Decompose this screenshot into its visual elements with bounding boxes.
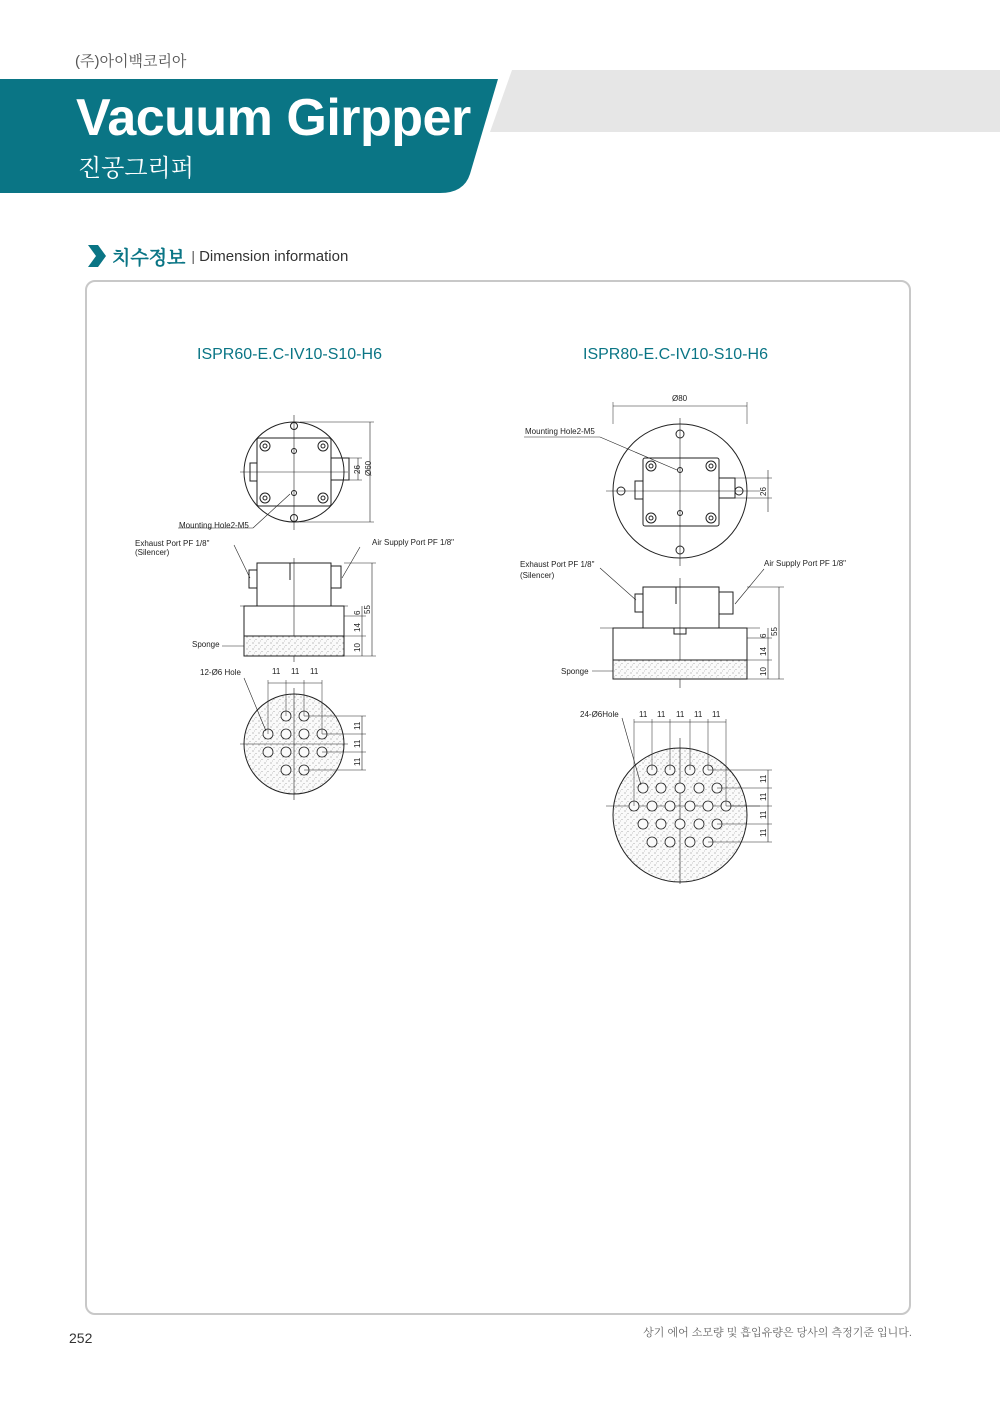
left-bottom-view (240, 678, 366, 800)
left-dim-10: 10 (353, 643, 362, 652)
section-title-en: Dimension information (199, 247, 349, 265)
right-hole-label: 24-Ø6Hole (580, 710, 619, 719)
left-dim-14: 14 (353, 623, 362, 632)
right-air-label: Air Supply Port PF 1/8" (764, 559, 846, 568)
right-bottom-view (606, 718, 772, 884)
right-dim-10: 10 (759, 667, 768, 676)
left-sponge-label: Sponge (192, 640, 220, 649)
page-subtitle: 진공그리퍼 (78, 155, 194, 182)
left-hole-label: 12-Ø6 Hole (200, 668, 241, 677)
left-drawing (178, 415, 376, 800)
right-pitch-label: 11 (676, 710, 685, 719)
footnote: 상기 에어 소모량 및 흡입유량은 당사의 측정기준 입니다. (643, 1327, 912, 1339)
left-pitch-v: 11 (353, 739, 362, 748)
right-pitch-label: 11 (639, 710, 648, 719)
right-drawing (524, 402, 784, 884)
company-name: (주)아이백코리아 (75, 53, 187, 70)
left-pitch-v: 11 (353, 757, 362, 766)
right-dim-14: 14 (759, 647, 768, 656)
left-dim-dia: Ø60 (364, 460, 373, 476)
right-pitch-label: 11 (657, 710, 666, 719)
right-dim-6: 6 (759, 633, 768, 638)
right-pitch-v: 11 (759, 792, 768, 801)
left-mounting-label: Mounting Hole2-M5 (179, 521, 249, 530)
left-pitch-v: 11 (353, 721, 362, 730)
page-number: 252 (69, 1330, 93, 1346)
right-pitch-v: 11 (759, 828, 768, 837)
right-exhaust-label: Exhaust Port PF 1/8" (520, 560, 595, 569)
section-separator: | (191, 248, 196, 264)
left-dim-55: 55 (363, 605, 372, 614)
right-pitch-label: 11 (712, 710, 721, 719)
right-dim-55: 55 (770, 627, 779, 636)
left-exhaust-label: Exhaust Port PF 1/8" (135, 539, 210, 548)
right-dim-dia: Ø80 (672, 394, 688, 403)
left-pitch-label: 11 (291, 667, 300, 676)
section-title-ko: 치수정보 (112, 247, 186, 269)
right-silencer-label: (Silencer) (520, 571, 555, 580)
left-silencer-label: (Silencer) (135, 548, 170, 557)
left-pitch-label: 11 (272, 667, 281, 676)
right-pitch-v: 11 (759, 810, 768, 819)
right-pitch-v: 11 (759, 774, 768, 783)
left-top-view (178, 415, 374, 530)
right-mounting-label: Mounting Hole2-M5 (525, 427, 595, 436)
model-name-right: ISPR80-E.C-IV10-S10-H6 (583, 346, 768, 363)
right-sponge-label: Sponge (561, 667, 589, 676)
right-side-view (592, 568, 784, 688)
left-dim-6: 6 (353, 610, 362, 615)
left-dim-26: 26 (353, 465, 362, 474)
left-pitch-label: 11 (310, 667, 319, 676)
model-name-left: ISPR60-E.C-IV10-S10-H6 (197, 346, 382, 363)
page-title: Vacuum Girpper (76, 89, 471, 147)
left-air-label: Air Supply Port PF 1/8" (372, 538, 454, 547)
right-dim-26: 26 (759, 487, 768, 496)
right-pitch-label: 11 (694, 710, 703, 719)
